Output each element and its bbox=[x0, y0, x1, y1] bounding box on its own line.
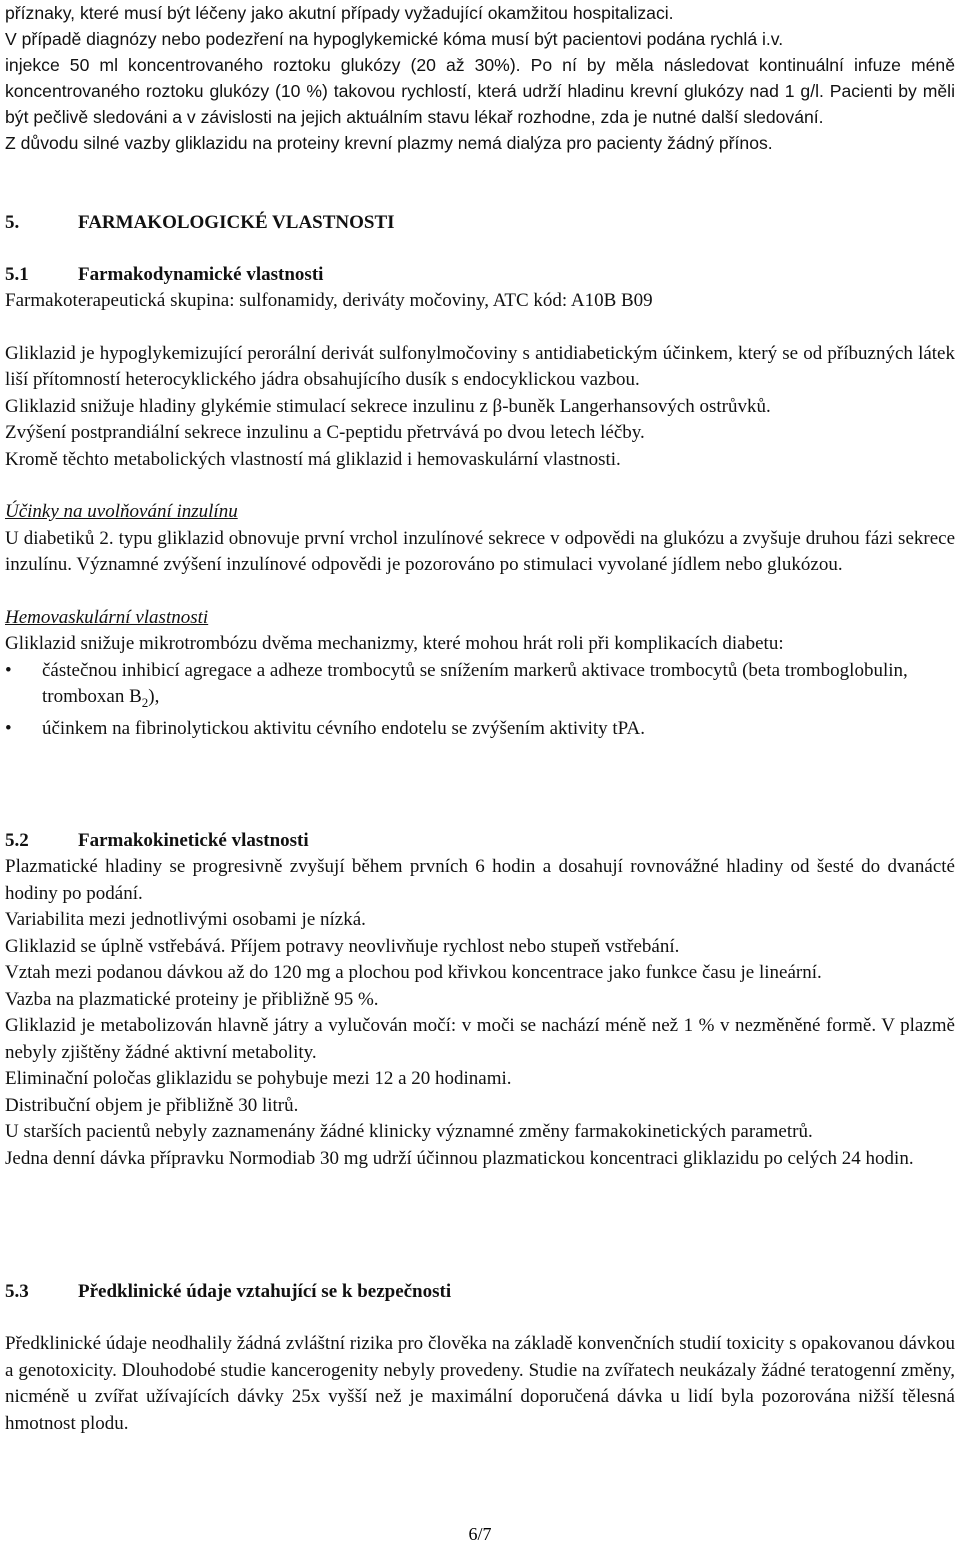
mechanism-text-1: částečnou inhibicí agregace a adheze trombocytů se snížením markerů aktivace trombocytů (beta tromboglobulin, tromboxan B bbox=[42, 659, 908, 707]
section-5-3-title: Předklinické údaje vztahující se k bezpečnosti bbox=[78, 1281, 452, 1302]
insulin-stimulation-text: Gliklazid snižuje hladiny glykémie stimulací sekrece inzulinu z β-buněk Langerhansových ostrůvků. bbox=[5, 395, 771, 417]
bullet-icon: • bbox=[5, 659, 12, 681]
section-5-heading bbox=[5, 210, 395, 236]
pk-line: Eliminační poločas gliklazidu se pohybuje mezi 12 a 20 hodinami. bbox=[5, 1068, 512, 1089]
treatment-paragraph bbox=[5, 52, 955, 130]
pk-line: Plazmatické hladiny se progresivně zvyšují během prvních 6 hodin a dosahují rovnovážné hladiny od šesté do dvanácté hodiny po podání. bbox=[5, 856, 955, 904]
insulin-release-text: U diabetiků 2. typu gliklazid obnovuje první vrchol inzulínové sekrece v odpovědi na glukózu a zvyšuje druhou fázi sekrece inzulínu. Významné zvýšení inzulínové odpovědi je pozorováno po stimulaci vyvolané jídlem nebo glukózou. bbox=[5, 527, 955, 575]
mechanism-item-fibrinolysis bbox=[5, 716, 955, 743]
gliclazide-description: Gliklazid je hypoglykemizující perorální derivát sulfonylmočoviny s antidiabetickým účinkem, který se od příbuzných látek liší přítomností heterocyklického jádra obsahujícího dusík s endocyklickou vazbou. bbox=[5, 342, 955, 390]
pk-line: Distribuční objem je přibližně 30 litrů. bbox=[5, 1094, 299, 1116]
section-5-3-number: 5.3 bbox=[5, 1281, 29, 1302]
section-5-2-title: Farmakokinetické vlastnosti bbox=[78, 830, 309, 851]
mechanism-text-2: účinkem na fibrinolytickou aktivitu cévního endotelu se zvýšením aktivity tPA. bbox=[42, 718, 645, 740]
subscript: 2 bbox=[141, 694, 149, 710]
preclinical-text: Předklinické údaje neodhalily žádná zvláštní rizika pro člověka na základě konvenčních studií toxicity s opakovanou dávkou a genotoxicity. Dlouhodobé studie kancerogenity nebyly provedeny. Studie na zvířatech neukázaly žádné teratogenní změny, nicméně u zvířat užívajících dávky 25x vyšší než je maximální doporučená dávka u lidí byla pozorována nižší tělesná hmotnost plodu. bbox=[5, 1333, 955, 1434]
pk-line: Vazba na plazmatické proteiny je přibližně 95 %. bbox=[5, 988, 379, 1010]
postprandial-text: Zvýšení postprandiální sekrece inzulinu a C-peptidu přetrvává po dvou letech léčby. bbox=[5, 422, 645, 443]
top-line: příznaky, které musí být léčeny jako akutní případy vyžadující okamžitou hospitalizaci. bbox=[5, 3, 674, 23]
mechanism-item-platelets bbox=[5, 658, 955, 717]
pk-line: Variabilita mezi jednotlivými osobami je nízká. bbox=[5, 909, 366, 930]
hemovascular-intro: Kromě těchto metabolických vlastností má gliklazid i hemovaskulární vlastnosti. bbox=[5, 448, 621, 470]
bullet-icon: • bbox=[5, 718, 12, 740]
section-5-title: FARMAKOLOGICKÉ VLASTNOSTI bbox=[78, 212, 395, 233]
section-5-2 bbox=[5, 828, 955, 1172]
section-5-1 bbox=[5, 262, 955, 743]
section-5-number: 5. bbox=[5, 212, 20, 233]
section-5-1-title: Farmakodynamické vlastnosti bbox=[78, 264, 324, 285]
pk-line: Gliklazid je metabolizován hlavně játry a vylučován močí: v moči se nachází méně než 1 % v nezměněné formě. V plazmě nebyly zjištěny žádné aktivní metabolity. bbox=[5, 1015, 955, 1063]
section-5-3-heading bbox=[5, 1279, 955, 1305]
dialysis-paragraph: Z důvodu silné vazby gliklazidu na proteiny krevní plazmy nemá dialýza pro pacienty žádný přínos. bbox=[5, 133, 773, 153]
section-5-2-number: 5.2 bbox=[5, 830, 29, 851]
hemovascular-subheading: Hemovaskulární vlastnosti bbox=[5, 606, 209, 628]
mechanism-list bbox=[5, 658, 955, 743]
section-5-3 bbox=[5, 1279, 955, 1437]
page-number: 6/7 bbox=[468, 1524, 492, 1544]
section-5-1-number: 5.1 bbox=[5, 264, 29, 285]
atc-line: Farmakoterapeutická skupina: sulfonamidy, deriváty močoviny, ATC kód: A10B B09 bbox=[5, 290, 653, 311]
treatment-line-1: V případě diagnózy nebo podezření na hypoglykemické kóma musí být pacientovi podána rychlá i.v. bbox=[5, 29, 784, 49]
pk-line: Gliklazid se úplně vstřebává. Příjem potravy neovlivňuje rychlost nebo stupeň vstřebání. bbox=[5, 935, 680, 957]
microthrombosis-text: Gliklazid snižuje mikrotrombózu dvěma mechanizmy, které mohou hrát roli při komplikacích diabetu: bbox=[5, 633, 784, 654]
treatment-rest: Po ní by měla následovat kontinuální infuze méně koncentrovaného roztoku glukózy (10 %) takovou rychlostí, která udrží hladinu krevní glukózy nad 1 g/l. Pacienti by měli být pečlivě sledováni a v závislosti na jejich aktuálním stavu lékař rozhodne, zda je nutné další sledování. bbox=[5, 55, 955, 127]
section-5-2-heading bbox=[5, 828, 955, 854]
section-5-1-heading bbox=[5, 262, 955, 288]
mechanism-text-1-end: ), bbox=[148, 686, 160, 707]
pk-line: U starších pacientů nebyly zaznamenány žádné klinicky významné změny farmakokinetických parametrů. bbox=[5, 1121, 813, 1142]
overdose-continuation bbox=[5, 0, 955, 156]
insulin-release-subheading: Účinky na uvolňování inzulínu bbox=[5, 501, 238, 522]
treatment-line-2: injekce 50 ml koncentrovaného roztoku glukózy (20 až 30%). bbox=[5, 55, 521, 75]
pk-line: Vztah mezi podanou dávkou až do 120 mg a plochou pod křivkou koncentrace jako funkce času je lineární. bbox=[5, 962, 822, 983]
pk-line: Jedna denní dávka přípravku Normodiab 30 mg udrží účinnou plazmatickou koncentraci gliklazidu po celých 24 hodin. bbox=[5, 1147, 914, 1169]
